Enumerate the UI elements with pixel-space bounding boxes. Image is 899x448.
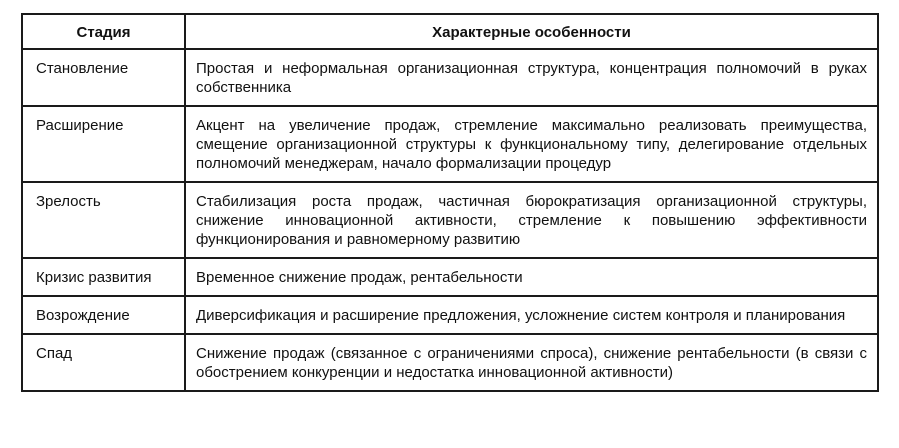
header-features: Характерные особенности	[185, 14, 878, 49]
table-row	[22, 49, 878, 106]
lifecycle-stages-table	[21, 13, 879, 392]
stage-cell: Зрелость	[22, 182, 185, 258]
table-row	[22, 296, 878, 334]
features-cell: Простая и неформальная организационная структура, концентрация полномочий в руках собственника	[185, 49, 878, 106]
stage-cell: Становление	[22, 49, 185, 106]
features-cell: Акцент на увеличение продаж, стремление максимально реализовать преимущества, смещение организационной структуры к функциональному типу, делегирование отдельных полномочий менеджерам, начало формализации процедур	[185, 106, 878, 182]
table-row	[22, 182, 878, 258]
features-cell: Стабилизация роста продаж, частичная бюрократизация организационной структуры, снижение инновационной активности, стремление к повышению эффективности функционирования и равномерному развитию	[185, 182, 878, 258]
table-row	[22, 106, 878, 182]
stage-cell: Возрождение	[22, 296, 185, 334]
stage-cell: Расширение	[22, 106, 185, 182]
table-row	[22, 258, 878, 296]
table-row	[22, 334, 878, 391]
header-stage: Стадия	[22, 14, 185, 49]
stage-cell: Спад	[22, 334, 185, 391]
stage-cell: Кризис развития	[22, 258, 185, 296]
table-header-row	[22, 14, 878, 49]
features-cell: Диверсификация и расширение предложения, усложнение систем контроля и планирования	[185, 296, 878, 334]
features-cell: Временное снижение продаж, рентабельности	[185, 258, 878, 296]
features-cell: Снижение продаж (связанное с ограничениями спроса), снижение рентабельности (в связи с обострением конкуренции и недостатка инновационной активности)	[185, 334, 878, 391]
